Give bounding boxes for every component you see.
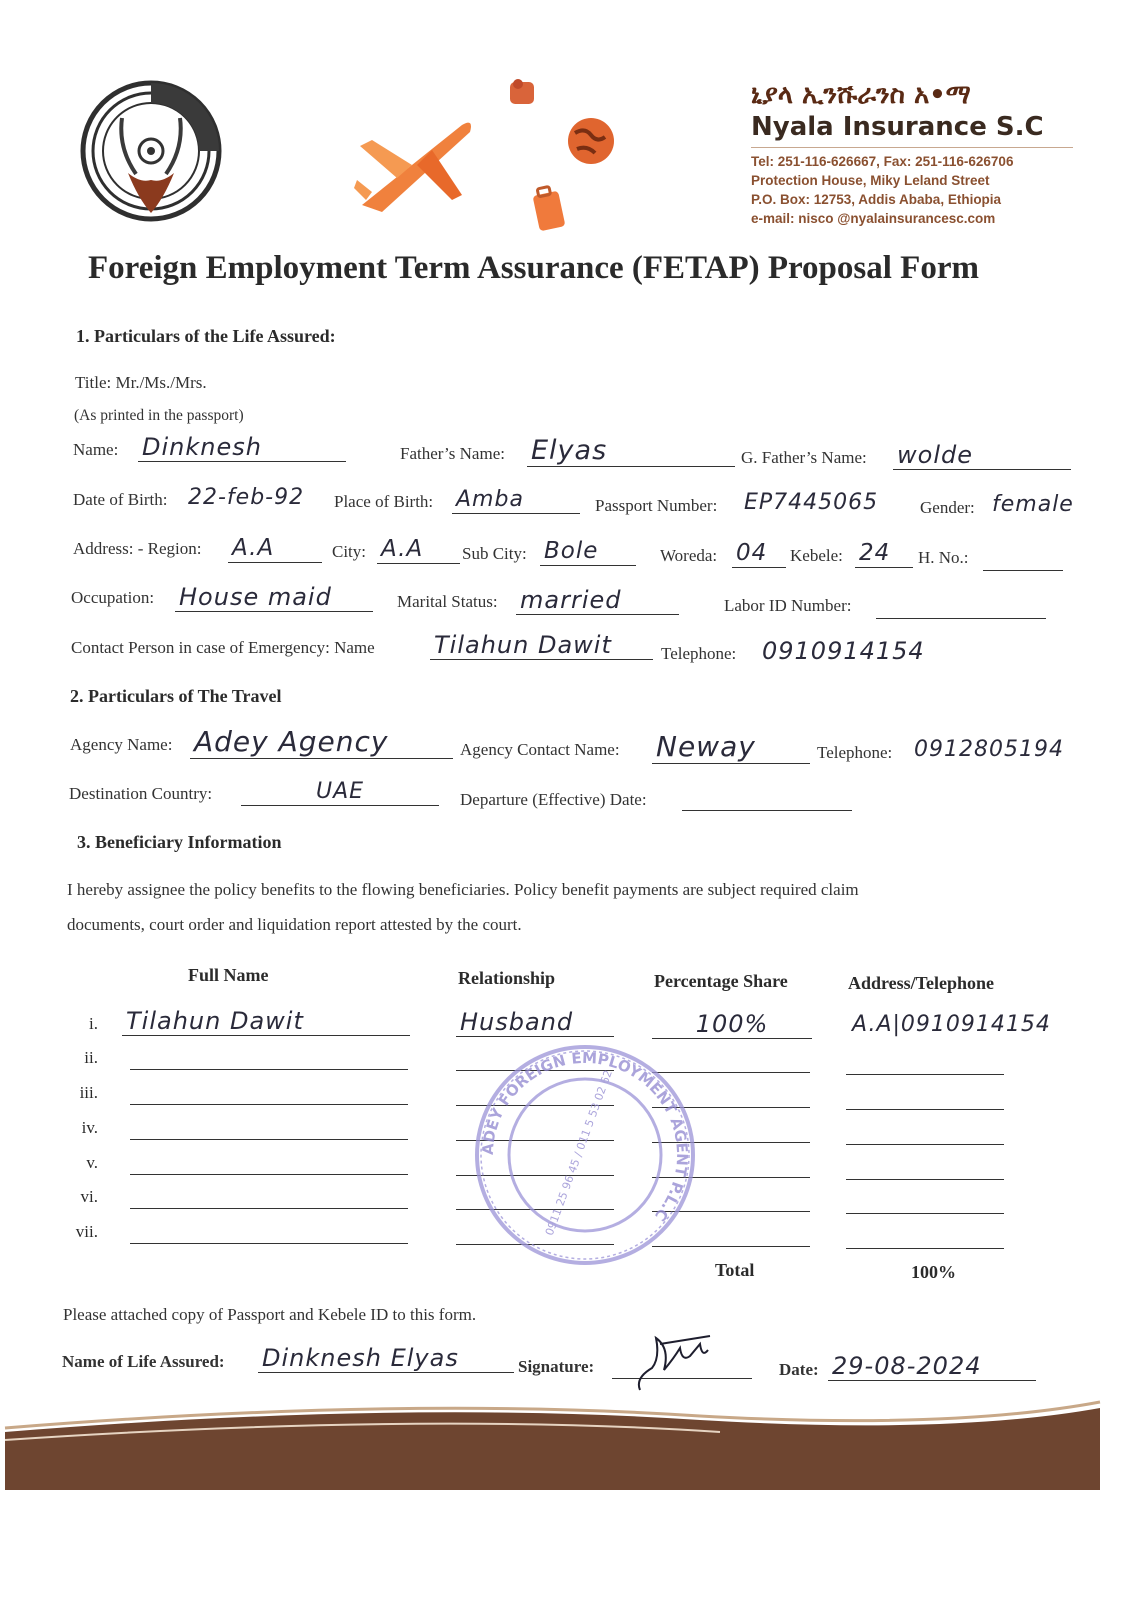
total-value: 100% [911, 1262, 956, 1282]
gender-label: Gender: [920, 498, 975, 517]
grandfather-name-field[interactable]: wolde [893, 443, 1071, 470]
footer-band [0, 1380, 1131, 1495]
stamp-phones: 0911 25 96 45 / 011 5 53 02 62 [542, 1068, 615, 1238]
region-label: Address: - Region: [73, 539, 202, 558]
section1-heading: 1. Particulars of the Life Assured: [76, 326, 336, 346]
title-label: Title: Mr./Ms./Mrs. [75, 373, 207, 392]
beneficiary-address-field[interactable] [846, 1213, 1004, 1214]
agency-contact-field[interactable]: Neway [652, 733, 810, 764]
sub-city-label: Sub City: [462, 544, 527, 563]
pob-field[interactable]: Amba [452, 489, 580, 514]
kebele-label: Kebele: [790, 546, 843, 565]
header-address: Protection House, Miky Leland Street [751, 173, 990, 188]
beneficiary-name-field[interactable] [130, 1174, 408, 1175]
row-number: iii. [79, 1083, 98, 1102]
beneficiary-address-field[interactable] [846, 1179, 1004, 1180]
sub-city-field[interactable]: Bole [540, 540, 636, 566]
life-assured-name-field[interactable]: Dinknesh Elyas [258, 1346, 514, 1373]
name-field[interactable]: Dinknesh [138, 435, 346, 462]
beneficiary-name-field[interactable] [130, 1243, 408, 1244]
beneficiary-relationship-field[interactable]: Husband [456, 1010, 614, 1037]
nyala-logo-icon [78, 78, 224, 224]
date-label: Date: [779, 1360, 819, 1379]
row-number: vi. [80, 1187, 98, 1206]
kebele-field[interactable]: 24 [855, 542, 913, 568]
house-number-field[interactable] [983, 570, 1063, 571]
marital-status-field[interactable]: married [516, 588, 679, 615]
form-title: Foreign Employment Term Assurance (FETAP) Proposal Form [88, 250, 979, 286]
grandfather-name-label: G. Father’s Name: [741, 448, 867, 467]
company-name: Nyala Insurance S.C [751, 112, 1044, 142]
agency-name-field[interactable]: Adey Agency [190, 728, 453, 759]
beneficiary-address-field[interactable] [846, 1074, 1004, 1075]
column-relationship: Relationship [458, 968, 556, 988]
destination-label: Destination Country: [69, 784, 213, 803]
marital-status-label: Marital Status: [397, 592, 498, 611]
father-name-field[interactable]: Elyas [527, 437, 735, 467]
agency-name-label: Agency Name: [70, 735, 173, 754]
dob-field[interactable]: 22-feb-92 [188, 485, 305, 510]
beneficiary-statement-line1: I hereby assignee the policy benefits to the flowing beneficiaries. Policy benefit payments are subject required claim [67, 880, 859, 899]
total-label: Total [715, 1260, 755, 1280]
life-assured-label: Name of Life Assured: [62, 1352, 225, 1371]
beneficiary-name-field[interactable] [130, 1208, 408, 1209]
passport-number-field[interactable]: EP7445065 [744, 490, 879, 515]
header-po-box: P.O. Box: 12753, Addis Ababa, Ethiopia [751, 192, 1002, 207]
emergency-name-field[interactable]: Tilahun Dawit [430, 633, 653, 660]
beneficiary-statement-line2: documents, court order and liquidation report attested by the court. [67, 915, 522, 934]
header-email: e-mail: nisco @nyalainsurancesc.com [751, 211, 996, 226]
beneficiary-name-field[interactable] [130, 1069, 408, 1070]
departure-date-field[interactable] [682, 810, 852, 811]
house-number-label: H. No.: [918, 548, 969, 567]
passport-number-label: Passport Number: [595, 496, 718, 515]
column-percentage: Percentage Share [654, 971, 788, 991]
date-field[interactable]: 29-08-2024 [828, 1354, 1036, 1381]
globe-icon [565, 115, 617, 167]
stamp-outer-text: ADEY FOREIGN EMPLOYMENT AGENT P.L.C [478, 1048, 692, 1225]
attachment-note: Please attached copy of Passport and Kebele ID to this form. [63, 1305, 477, 1324]
occupation-field[interactable]: House maid [175, 585, 373, 612]
gender-field[interactable]: female [992, 492, 1074, 517]
emergency-telephone-field[interactable]: 0910914154 [762, 637, 925, 665]
departure-date-label: Departure (Effective) Date: [460, 790, 647, 809]
father-name-label: Father’s Name: [400, 444, 505, 463]
labor-id-field[interactable] [876, 618, 1046, 619]
airplane-icon [352, 100, 482, 220]
agency-contact-label: Agency Contact Name: [460, 740, 620, 759]
company-name-amharic: ኒያላ ኢንሹራንስ አ•ማ [751, 80, 971, 110]
header-tel-fax: Tel: 251-116-626667, Fax: 251-116-626706 [751, 154, 1014, 169]
passport-note: (As printed in the passport) [74, 407, 244, 424]
city-field[interactable]: A.A [377, 538, 460, 564]
region-field[interactable]: A.A [228, 537, 322, 563]
beneficiary-address-field[interactable]: A.A|0910914154 [852, 1012, 1051, 1037]
signature-label: Signature: [518, 1357, 595, 1376]
occupation-label: Occupation: [71, 588, 155, 607]
section2-heading: 2. Particulars of The Travel [70, 686, 282, 706]
column-address: Address/Telephone [848, 973, 995, 993]
beneficiary-name-field[interactable] [130, 1104, 408, 1105]
suitcase-icon [530, 185, 570, 235]
agency-telephone-label: Telephone: [817, 743, 893, 762]
column-full-name: Full Name [188, 965, 269, 985]
beneficiary-name-field[interactable]: Tilahun Dawit [122, 1009, 410, 1036]
name-label: Name: [73, 440, 119, 459]
row-number: i. [89, 1014, 98, 1033]
luggage-tag-icon [502, 72, 542, 112]
emergency-telephone-label: Telephone: [661, 644, 737, 663]
agency-stamp-icon [470, 1040, 700, 1270]
header-divider [751, 147, 1073, 148]
beneficiary-name-field[interactable] [130, 1139, 408, 1140]
city-label: City: [332, 542, 367, 561]
beneficiary-address-field[interactable] [846, 1109, 1004, 1110]
row-number: ii. [84, 1048, 98, 1067]
row-number: iv. [81, 1118, 98, 1137]
dob-label: Date of Birth: [73, 490, 168, 509]
beneficiary-share-field[interactable]: 100% [652, 1012, 812, 1039]
labor-id-label: Labor ID Number: [724, 596, 852, 615]
agency-telephone-field[interactable]: 0912805194 [914, 737, 1064, 762]
pob-label: Place of Birth: [334, 492, 434, 511]
beneficiary-address-field[interactable] [846, 1248, 1004, 1249]
beneficiary-address-field[interactable] [846, 1144, 1004, 1145]
row-number: vii. [75, 1222, 98, 1241]
woreda-field[interactable]: 04 [732, 542, 786, 568]
destination-field[interactable]: UAE [241, 781, 439, 806]
emergency-contact-label: Contact Person in case of Emergency: Name [71, 638, 375, 657]
row-number: v. [86, 1153, 98, 1172]
section3-heading: 3. Beneficiary Information [77, 832, 282, 852]
woreda-label: Woreda: [660, 546, 718, 565]
